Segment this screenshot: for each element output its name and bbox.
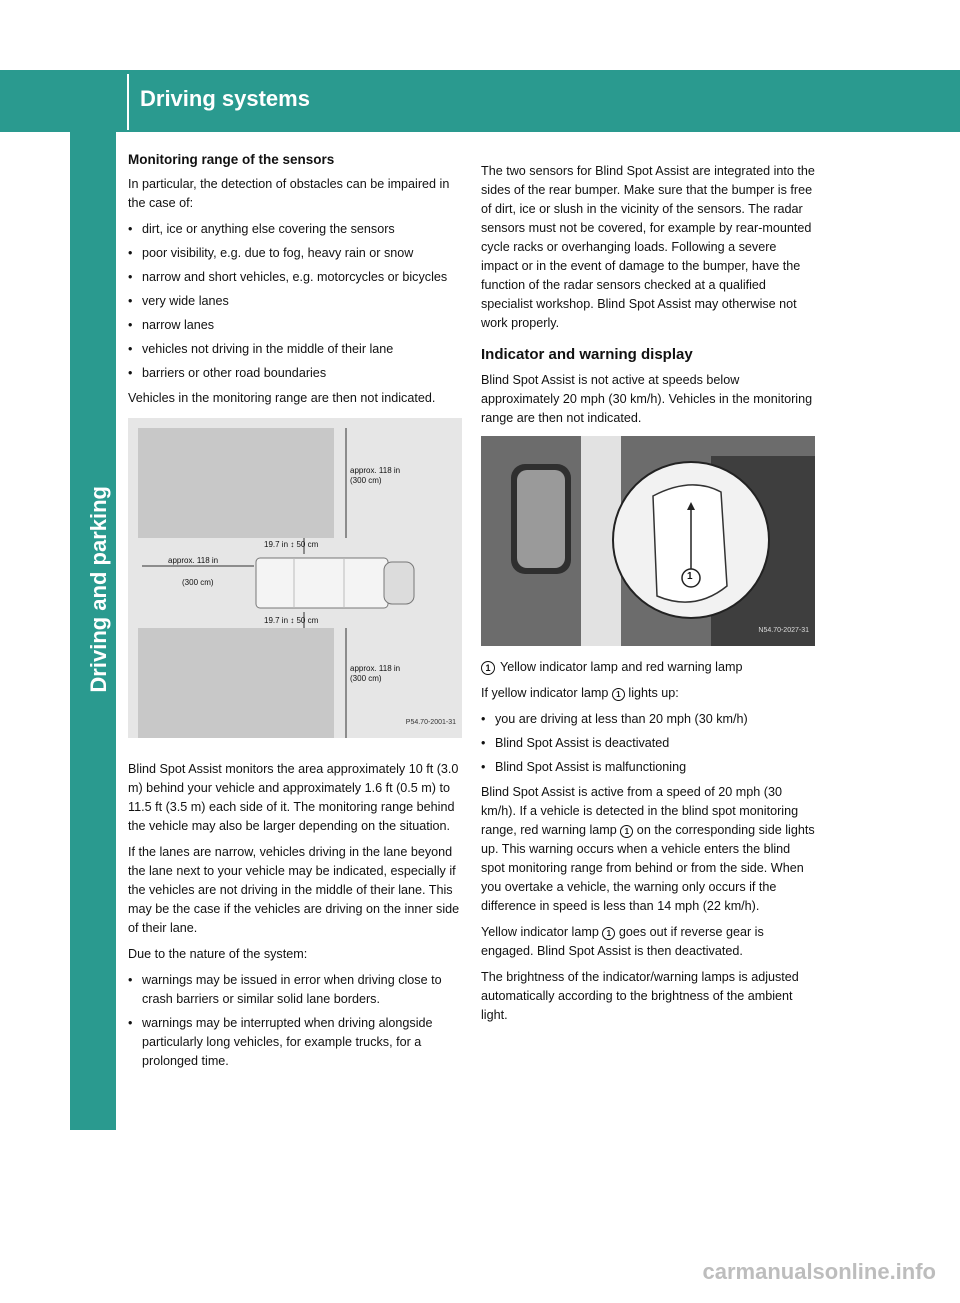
right-column [481, 162, 815, 1032]
list-item: • warnings may be issued in error when driving close to crash barriers or similar solid lane borders. [128, 971, 462, 1009]
list-item: • narrow lanes [128, 316, 462, 335]
mirror-indicator-figure [481, 436, 815, 646]
paragraph-monitoring-area: Blind Spot Assist monitors the area approximately 10 ft (3.0 m) behind your vehicle and approximately 1.6 ft (0.5 m) to 11.5 ft (3.5 m) each side of it. The monitoring range behind the vehicle may also be larger depending on the situation. [128, 762, 459, 833]
text: Yellow indicator lamp [481, 925, 603, 939]
legend-text: Yellow indicator lamp and red warning lamp [500, 660, 743, 674]
text: Blind Spot Assist is active from a speed of 20 mph (30 km/h). If a vehicle is detected in the blind spot monitoring range, red warning lamp [481, 785, 799, 837]
watermark-logo: carmanualsonline.info [702, 1259, 936, 1284]
label-rear: approx. 118 in [168, 556, 219, 565]
side-tab-label: Driving and parking [86, 486, 111, 693]
paragraph-not-active: Blind Spot Assist is not active at speeds below approximately 20 mph (30 km/h). Vehicles in the monitoring range are then not indicated. [481, 373, 813, 425]
callout-number: 1 [612, 688, 625, 701]
paragraph-intro: In particular, the detection of obstacles can be impaired in the case of: [128, 177, 450, 210]
list-item: • dirt, ice or anything else covering the sensors [128, 220, 462, 239]
label-top-range: approx. 118 in (300 cm) [350, 466, 401, 485]
paragraph-not-indicated: Vehicles in the monitoring range are then not indicated. [128, 391, 436, 405]
header-divider [127, 74, 129, 130]
figure-id: N54.70-2027-31 [758, 627, 809, 634]
paragraph-system-nature: Due to the nature of the system: [128, 947, 308, 961]
mirror-photo-icon [481, 436, 815, 646]
label-bottom-range: approx. 118 in (300 cm) [350, 664, 401, 683]
left-column [128, 150, 462, 1077]
text: lights up: [624, 686, 679, 700]
text: goes out if reverse gear is engaged. Blind Spot Assist is then deactivated. [481, 925, 764, 958]
paragraph-brightness: The brightness of the indicator/warning lamps is adjusted automatically according to the brightness of the ambient light. [481, 970, 799, 1022]
section-heading-monitoring-range: Monitoring range of the sensors [128, 152, 335, 167]
list-item: • Blind Spot Assist is deactivated [481, 734, 815, 753]
callout-number: 1 [481, 661, 495, 675]
paragraph-reverse-gear [481, 923, 815, 961]
section-heading-indicator: Indicator and warning display [481, 346, 693, 363]
yellow-lamp-list [481, 710, 815, 777]
list-item: • narrow and short vehicles, e.g. motorcycles or bicycles [128, 268, 462, 287]
system-nature-list [128, 971, 462, 1071]
monitoring-range-figure [128, 418, 462, 738]
list-item: • very wide lanes [128, 292, 462, 311]
callout-number: 1 [602, 927, 615, 940]
list-item: • vehicles not driving in the middle of their lane [128, 340, 462, 359]
list-item: • barriers or other road boundaries [128, 364, 462, 383]
paragraph-sensors: The two sensors for Blind Spot Assist are integrated into the sides of the rear bumper. Make sure that the bumper is free of dirt, ice or slush in the vicinity of the sensors. The radar sensors must not be covered, for example by rear-mounted cycle racks or overhanging loads. Following a severe impact or in the event of damage to the bumper, have the function of the radar sensors checked at a qualified specialist workshop. Blind Spot Assist may otherwise not work properly. [481, 164, 815, 330]
figure-id: P54.70-2001-31 [405, 719, 456, 726]
list-item: • warnings may be interrupted when driving alongside particularly long vehicles, for example trucks, for a prolonged time. [128, 1014, 462, 1071]
paragraph-active-speed [481, 783, 815, 916]
impairment-list [128, 220, 462, 383]
label-top-gap: 19.7 in ↕ 50 cm [264, 540, 319, 549]
list-item: • Blind Spot Assist is malfunctioning [481, 758, 815, 777]
figure-callout-1: 1 [687, 571, 693, 582]
text: If yellow indicator lamp [481, 686, 612, 700]
text: on the corresponding side lights up. This warning occurs when a vehicle enters the blind spot monitoring range from behind or from the side. When you overtake a vehicle, the warning only occurs if the difference in speed is less than 14 mph (22 km/h). [481, 823, 815, 913]
label-bottom-gap: 19.7 in ↕ 50 cm [264, 616, 319, 625]
chapter-title: Driving systems [140, 86, 310, 111]
list-item: • you are driving at less than 20 mph (30 km/h) [481, 710, 815, 729]
callout-number: 1 [620, 825, 633, 838]
legend-item [481, 658, 815, 677]
paragraph-narrow-lanes: If the lanes are narrow, vehicles driving in the lane beyond the lane next to your vehicle may be indicated, especially if the vehicles are not driving in the middle of their lane. This may be the case if the vehicles are driving on the inner side of their lane. [128, 845, 460, 935]
paragraph-yellow-lamp [481, 684, 815, 703]
list-item: • poor visibility, e.g. due to fog, heavy rain or snow [128, 244, 462, 263]
dimension-lines [128, 418, 462, 738]
label-rear-cm: (300 cm) [182, 578, 214, 587]
